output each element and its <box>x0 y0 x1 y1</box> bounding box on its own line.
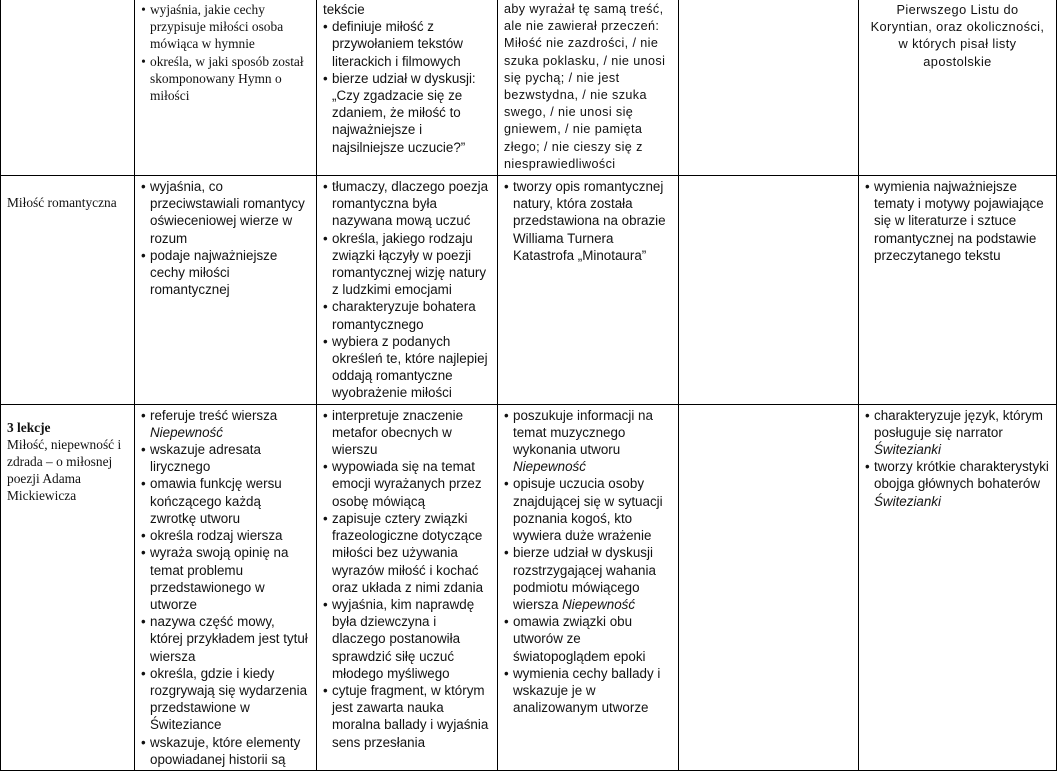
list-item-text: określa, gdzie i kiedy rozgrywają się wydarzenia przedstawione w Świteziance <box>150 665 308 733</box>
list-item-text: wyjaśnia, co przeciwstawiali romantycy oświeceniowej wierze w rozum <box>150 179 305 246</box>
list-item <box>323 458 491 510</box>
table-cell <box>317 0 498 176</box>
list-item <box>865 178 1050 264</box>
list-item <box>865 407 1050 459</box>
list-item-text: omawia związki obu utworów ze światopoglądem epoki <box>513 614 646 664</box>
list-item-text: wypowiada się na temat emocji wyrażanych przez osobę mówiącą <box>332 459 482 509</box>
list-item-text: wyraża swoją opinię na temat problemu przedstawionego w utworze <box>150 545 289 612</box>
lesson-heading-cell <box>1 176 135 405</box>
list-item-text: wymienia cechy ballady i wskazuje je w analizowanym utworze <box>513 665 661 716</box>
list-item <box>865 458 1050 510</box>
bullet-list <box>504 407 672 717</box>
list-item <box>141 407 310 441</box>
list-item-text: charakteryzuje język, którym posługuje się narrator <box>874 407 1043 440</box>
paragraph: tekście <box>323 2 365 17</box>
list-item-text: tworzy opis romantycznej natury, która została przedstawiona na obrazie Williama Turnera Katastrofa „Minotaura” <box>513 179 666 263</box>
list-item <box>504 613 672 665</box>
list-item-text: zapisuje cztery związki frazeologiczne dotyczące miłości bez używania wyrazów miłość i kochać oraz układa z nimi zdania <box>332 510 484 595</box>
list-item <box>504 475 672 544</box>
list-item-text: wybiera z podanych określeń te, które najlepiej oddają romantyczne wyobrażenie miłości <box>332 333 488 401</box>
bullet-list <box>141 1 310 104</box>
list-item-text: tworzy krótkie charakterystyki obojga głównych bohaterów <box>874 459 1049 492</box>
work-title: Świtezianki <box>874 442 941 458</box>
list-item <box>323 596 491 682</box>
list-item-text: wyjaśnia, jakie cechy przypisuje miłości osoba mówiąca w hymnie <box>150 2 284 52</box>
bullet-list <box>141 178 310 298</box>
paragraph: aby wyrażał tę samą treść, ale nie zawierał przeczeń: Miłość nie zazdrości, / nie szuka poklasku, / nie unosi się pychą; / nie jest bezwstydna, / nie szuka swego, / nie unosi się gniewem, / nie pamięta złego; / nie cieszy się z niesprawiedliwości <box>504 2 666 171</box>
list-item-text: wyjaśnia, kim naprawdę była dziewczyna i dlaczego postanowiła sprawdzić siłę uczuć młodego myśliwego <box>332 596 475 681</box>
table-row <box>1 176 1057 405</box>
list-item <box>323 178 491 230</box>
list-item <box>323 682 491 751</box>
list-item-text: poszukuje informacji na temat muzycznego wykonania utworu <box>513 407 653 458</box>
table-body <box>1 0 1057 770</box>
table-row <box>1 0 1057 176</box>
list-item-text: charakteryzuje bohatera romantycznego <box>332 299 476 332</box>
work-title: Niepewność <box>562 596 636 612</box>
table-row <box>1 404 1057 770</box>
list-item <box>323 298 491 332</box>
list-item <box>504 665 672 717</box>
table-cell <box>135 176 317 405</box>
table-cell <box>135 404 317 770</box>
list-item <box>141 665 310 734</box>
list-item <box>141 1 310 53</box>
list-item <box>323 407 491 459</box>
list-item <box>323 230 491 299</box>
table-cell <box>859 404 1057 770</box>
list-item <box>323 70 491 156</box>
list-item-text: cytuje fragment, w którym jest zawarta nauka moralna ballady i wyjaśnia sens przesłania <box>332 682 489 750</box>
bullet-list <box>323 407 491 751</box>
work-title: Świtezianki <box>874 493 941 509</box>
table-cell <box>679 0 859 176</box>
table-cell <box>498 0 679 176</box>
list-item-text: omawia funkcję wersu kończącego każdą zwrotkę utworu <box>150 476 282 526</box>
list-item-text: referuje treść wiersza <box>150 407 278 423</box>
paragraph: Pierwszego Listu do Koryntian, oraz okoliczności, w których pisał listy apostolskie <box>870 2 1045 69</box>
list-item <box>504 544 672 613</box>
list-item <box>141 53 310 105</box>
table-cell <box>679 404 859 770</box>
lesson-title: Miłość, niepewność i zdrada – o miłosnej poezji Adama Mickiewicza <box>7 436 122 504</box>
bullet-list <box>323 18 491 156</box>
work-title: Niepewność <box>513 459 586 475</box>
table-cell <box>135 0 317 176</box>
list-item-text: definiuje miłość z przywołaniem tekstów literackich i filmowych <box>332 19 463 69</box>
bullet-list <box>504 178 672 264</box>
table-cell <box>679 176 859 405</box>
list-item <box>323 333 491 402</box>
table-cell <box>498 404 679 770</box>
list-item-text: interpretuje znaczenie metafor obecnych w wierszu <box>332 407 464 458</box>
list-item-text: bierze udział w dyskusji rozstrzygającej wahania podmiotu mówiącego wiersza <box>513 545 656 612</box>
list-item-text: wymienia najważniejsze tematy i motywy pojawiające się w literaturze i sztuce romantycznej na podstawie przeczytanego tekstu <box>874 179 1044 263</box>
list-item-text: określa, jakiego rodzaju związki łączyły w poezji romantycznej wizję natury z ludzkimi emocjami <box>332 230 487 298</box>
lesson-heading-cell <box>1 404 135 770</box>
list-item-text: określa rodzaj wiersza <box>150 528 283 544</box>
list-item-text: bierze udział w dyskusji: „Czy zgadzacie się ze zdaniem, że miłość to najważniejsze i najsilniejsze uczucie?” <box>332 70 476 155</box>
list-item <box>504 178 672 264</box>
list-item-text: wskazuje, które elementy opowiadanej historii są <box>150 734 301 767</box>
list-item <box>141 613 310 665</box>
list-item-text: wskazuje adresata lirycznego <box>150 442 261 475</box>
table-cell <box>859 176 1057 405</box>
list-item-text: określa, w jaki sposób został skomponowany Hymn o miłości <box>150 53 304 104</box>
list-item-text: nazywa część mowy, której przykładem jest tytuł wiersza <box>150 614 308 664</box>
list-item-text: tłumaczy, dlaczego poezja romantyczna była nazywana mową uczuć <box>332 179 489 229</box>
list-item-text: opisuje uczucia osoby znajdującej się w sytuacji poznania kogoś, kto wywiera duże wrażenie <box>513 476 663 544</box>
table-cell <box>317 176 498 405</box>
list-item <box>504 407 672 476</box>
table-cell <box>859 0 1057 176</box>
lesson-count: 3 lekcje <box>7 419 51 435</box>
list-item <box>141 544 310 613</box>
list-item <box>141 178 310 247</box>
bullet-list <box>865 407 1050 510</box>
work-title: Niepewność <box>150 424 223 440</box>
bullet-list <box>323 178 491 402</box>
list-item <box>141 734 310 768</box>
list-item <box>323 18 491 70</box>
list-item <box>141 475 310 527</box>
bullet-list <box>865 178 1050 264</box>
list-item-text: podaje najważniejsze cechy miłości romantycznej <box>150 247 278 298</box>
table-cell <box>498 176 679 405</box>
list-item <box>141 527 310 544</box>
list-item <box>141 247 310 299</box>
table-cell <box>317 404 498 770</box>
lesson-heading-cell <box>1 0 135 176</box>
lesson-title: Miłość romantyczna <box>7 195 117 211</box>
bullet-list <box>141 407 310 768</box>
list-item <box>141 441 310 475</box>
list-item <box>323 510 491 596</box>
